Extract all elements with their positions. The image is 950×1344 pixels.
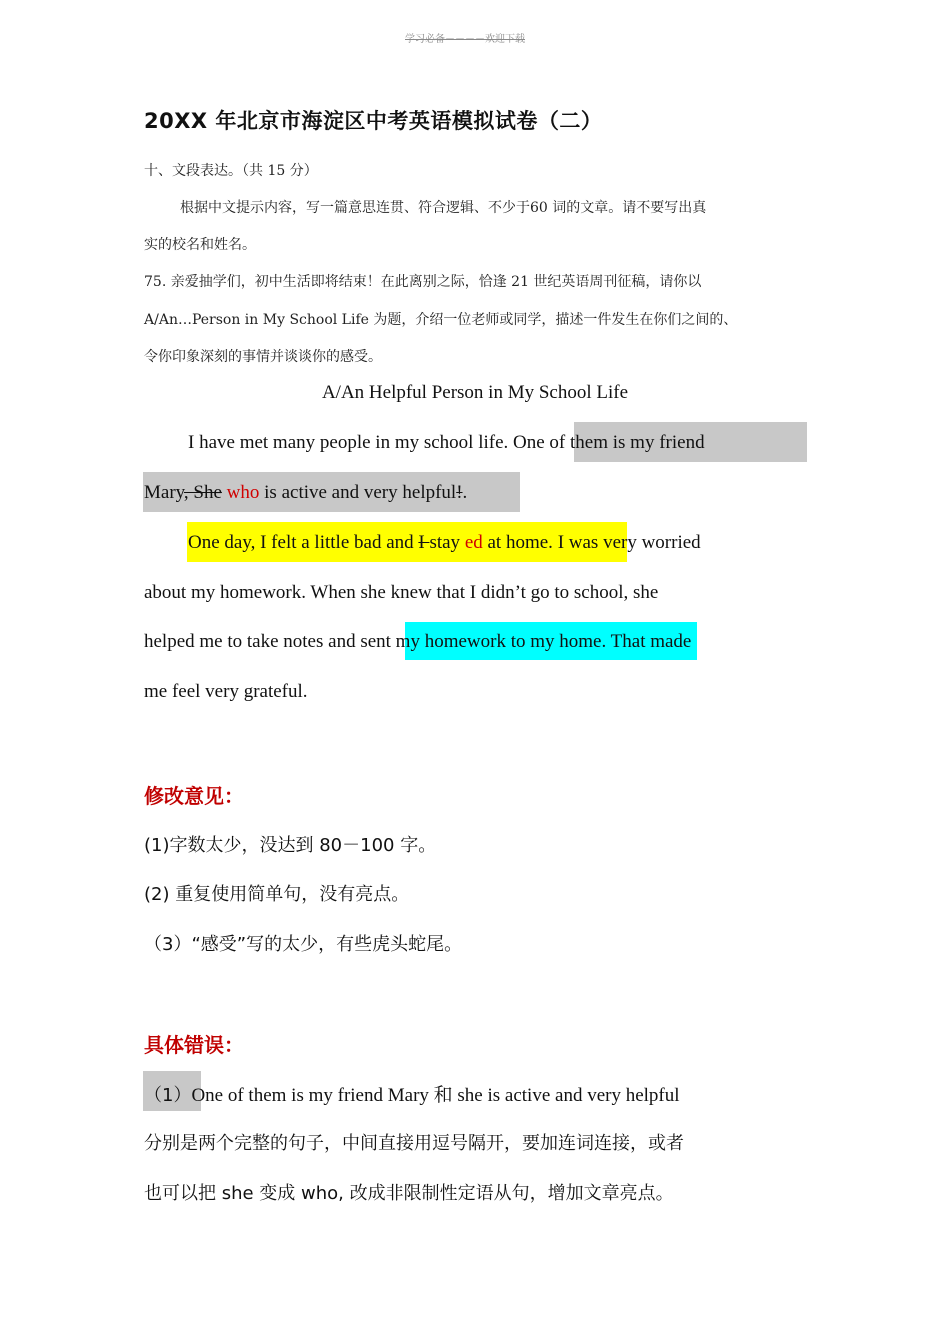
suggestion-item: （3）“感受”写的太少，有些虎头蛇尾。	[144, 934, 463, 955]
essay-line-5	[144, 631, 691, 653]
instruction-line: 根据中文提示内容，写一篇意思连贯、符合逻辑、不少于60 词的文章。请不要写出真	[180, 200, 707, 216]
error-item-line: 分别是两个完整的句子，中间直接用逗号隔开，要加连词连接，或者	[144, 1133, 684, 1154]
essay-text: That made	[606, 631, 692, 652]
essay-text: I was very worried	[552, 532, 701, 553]
deleted-text: , She	[183, 482, 222, 503]
essay-line-4: about my homework. When she knew that I didn’t go to school, she	[144, 582, 659, 603]
page-header: 学习必备－－－－欢迎下载	[405, 34, 525, 45]
essay-line-6: me feel very grateful.	[144, 681, 308, 702]
essay-title: A/An Helpful Person in My School Life	[321, 382, 629, 403]
essay-text: I have met many people in my school life. O	[188, 432, 527, 453]
error-item-line	[144, 1080, 680, 1107]
essay-text-highlighted: stay	[429, 532, 461, 553]
suggestion-item: (1)字数太少，没达到 80－100 字。	[144, 835, 437, 856]
essay-text-highlighted: One day, I felt a little bad and	[188, 532, 419, 553]
error-item-number: （1）	[144, 1085, 192, 1106]
deleted-text: I	[418, 532, 430, 553]
essay-text-highlighted: ent my homework to my home.	[367, 631, 607, 652]
page-title: 20XX 年北京市海淀区中考英语模拟试卷（二）	[144, 109, 603, 133]
essay-text: helped me to take notes and s	[144, 631, 368, 652]
errors-heading: 具体错误：	[144, 1033, 244, 1057]
essay-line-2	[144, 482, 467, 504]
essay-text: .	[462, 482, 468, 503]
essay-line-1	[188, 432, 705, 454]
inserted-correction: who	[221, 482, 260, 503]
inserted-correction: ed	[460, 532, 483, 553]
essay-text: Mary	[144, 482, 184, 503]
suggestions-heading: 修改意见：	[144, 784, 244, 808]
error-item-line: 也可以把 she 变成 who, 改成非限制性定语从句，增加文章亮点。	[144, 1183, 674, 1204]
question-prompt-line: 75. 亲爱抽学们，初中生活即将结束！在此离别之际，恰逢 21 世纪英语周刊征稿，请你以	[144, 274, 702, 290]
error-item-text: One of them is my friend Mary 和 she is active and very helpful	[191, 1085, 680, 1106]
question-prompt-line: A/An…Person in My School Life 为题，介绍一位老师或同学，描述一件发生在你们之间的、	[144, 312, 738, 328]
essay-line-3	[188, 532, 701, 554]
suggestion-item: (2) 重复使用简单句，没有亮点。	[144, 884, 410, 905]
essay-text-highlighted: at home.	[482, 532, 553, 553]
question-prompt-line: 令你印象深刻的事情并谈谈你的感受。	[144, 349, 382, 365]
essay-text-highlighted: ne of them is my friend	[526, 432, 705, 453]
instruction-line: 实的校名和姓名。	[144, 237, 256, 253]
section-heading: 十、文段表达。（共 15 分）	[144, 163, 318, 179]
essay-text: is active and very helpful	[259, 482, 457, 503]
deleted-text: !	[456, 482, 463, 503]
